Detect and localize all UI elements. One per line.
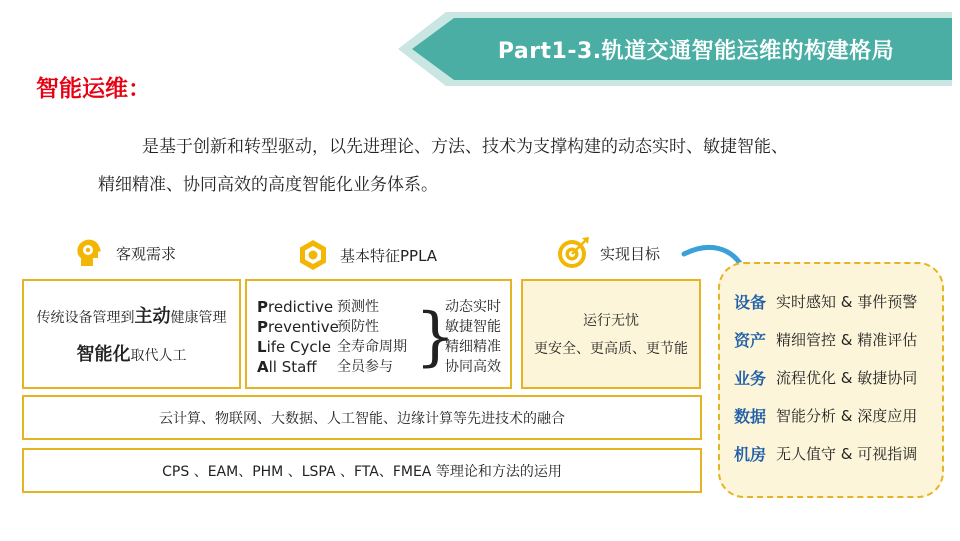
- need-line-2: 智能化取代人工: [76, 344, 187, 365]
- goal-line-1: 运行无忧: [583, 313, 639, 329]
- ppla-traits: [445, 297, 501, 377]
- ppla-item: Life Cycle 全寿命周期: [257, 338, 407, 356]
- technology-text: 云计算、物联网、大数据、人工智能、边缘计算等先进技术的融合: [159, 410, 565, 427]
- trait-item: 动态实时: [445, 299, 501, 315]
- target-row: [734, 290, 917, 313]
- target-row: [734, 328, 917, 351]
- brace: }: [415, 300, 456, 374]
- target-value: 无人值守 & 可视指调: [776, 445, 918, 463]
- page-title: 智能运维：: [36, 76, 151, 102]
- trait-item: 精细精准: [445, 339, 501, 355]
- target-row: [734, 442, 917, 465]
- goal-box: [521, 279, 701, 389]
- description-line-1: 是基于创新和转型驱动，以先进理论、方法、技术为支撑构建的动态实时、敏捷智能、: [142, 137, 788, 157]
- trait-item: 协同高效: [445, 359, 501, 375]
- target-value: 智能分析 & 深度应用: [776, 407, 918, 425]
- target-key: 数据: [734, 407, 767, 426]
- technology-box: [22, 395, 702, 440]
- target-value: 实时感知 & 事件预警: [776, 293, 918, 311]
- ppla-item: Preventive 预防性: [257, 318, 379, 336]
- header-goal: [556, 236, 660, 270]
- hexagon-icon: [296, 238, 330, 272]
- target-icon: [556, 236, 590, 270]
- header-feature-label: 基本特征PPLA: [340, 246, 438, 265]
- header-goal-label: 实现目标: [600, 244, 661, 263]
- target-key: 业务: [734, 369, 767, 388]
- target-key: 设备: [734, 293, 767, 312]
- methods-box: [22, 448, 702, 493]
- title-banner: [398, 12, 952, 86]
- target-row: [734, 366, 917, 389]
- ppla-list: [257, 297, 407, 377]
- ppla-item: Predictive 预测性: [257, 298, 379, 316]
- target-key: 资产: [734, 331, 767, 350]
- target-value: 精细管控 & 精准评估: [776, 331, 918, 349]
- goal-line-2: 更安全、更高质、更节能: [534, 341, 688, 357]
- header-need: [72, 236, 176, 270]
- header-need-label: 客观需求: [116, 244, 177, 263]
- trait-item: 敏捷智能: [445, 319, 501, 335]
- head-gear-icon: [72, 236, 106, 270]
- description: [98, 128, 918, 204]
- ppla-box: [245, 279, 512, 389]
- target-row: [734, 404, 917, 427]
- target-value: 流程优化 & 敏捷协同: [776, 369, 918, 387]
- need-box: [22, 279, 241, 389]
- targets-panel: [718, 262, 944, 498]
- ppla-item: All Staff 全员参与: [257, 358, 393, 376]
- target-key: 机房: [734, 445, 767, 464]
- need-line-1: 传统设备管理到主动健康管理: [36, 306, 227, 327]
- banner-title: Part1-3.轨道交通智能运维的构建格局: [497, 38, 895, 64]
- header-feature: [296, 238, 437, 272]
- description-line-2: 精细精准、协同高效的高度智能化业务体系。: [98, 175, 438, 195]
- methods-text: CPS 、EAM、PHM 、LSPA 、FTA、FMEA 等理论和方法的运用: [162, 463, 562, 480]
